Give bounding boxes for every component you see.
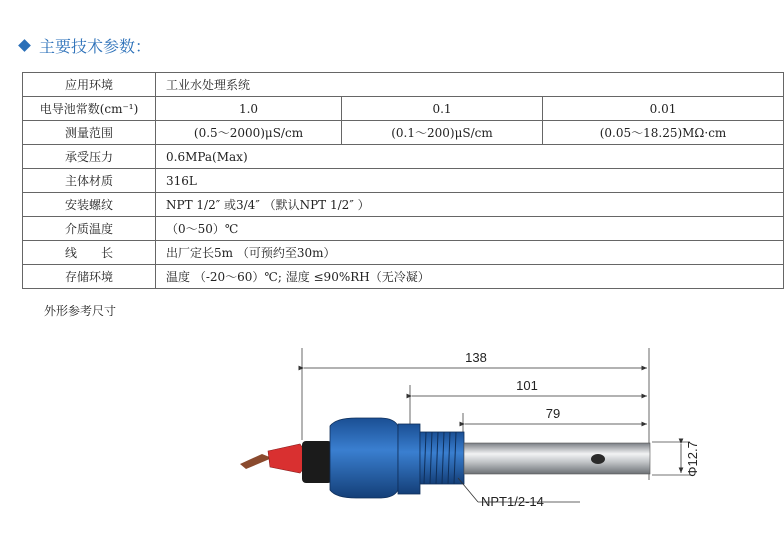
steel-probe: [464, 443, 650, 474]
row-value: 0.6MPa(Max): [156, 145, 784, 169]
cable-gland: [302, 441, 332, 483]
table-row: [23, 193, 784, 217]
cable: [240, 454, 272, 469]
spec-table: [22, 72, 784, 289]
dim-mid-label: 101: [516, 378, 538, 393]
table-row: [23, 265, 784, 289]
table-row: [23, 121, 784, 145]
dimension-caption: 外形参考尺寸: [44, 304, 117, 318]
table-row: [23, 73, 784, 97]
row-label: 介质温度: [23, 217, 156, 241]
thread-label: NPT1/2-14: [481, 494, 544, 509]
dim-overall-label: 138: [465, 350, 487, 365]
diamond-icon: [18, 39, 31, 52]
fitting-hex: [398, 424, 420, 494]
cell-value: (0.05～18.25)MΩ·cm: [543, 121, 784, 145]
table-row: [23, 217, 784, 241]
cell-value: 0.01: [543, 97, 784, 121]
row-label: 承受压力: [23, 145, 156, 169]
fitting-nut: [330, 418, 398, 498]
row-value: NPT 1/2″ 或3/4″ （默认NPT 1/2″ ）: [156, 193, 784, 217]
row-label: 安装螺纹: [23, 193, 156, 217]
dim-probe-label: 79: [545, 406, 561, 421]
row-value: 316L: [156, 169, 784, 193]
row-label: 电导池常数(cm⁻¹): [23, 97, 156, 121]
row-label: 存储环境: [23, 265, 156, 289]
row-value: 温度 （-20～60）℃; 湿度 ≤90%RH（无冷凝）: [156, 265, 784, 289]
table-row: [23, 145, 784, 169]
cell-value: (0.5～2000)μS/cm: [156, 121, 342, 145]
table-row: [23, 241, 784, 265]
cell-value: (0.1～200)μS/cm: [342, 121, 543, 145]
probe-hole: [591, 454, 605, 464]
cell-value: 1.0: [156, 97, 342, 121]
row-value: （0～50）℃: [156, 217, 784, 241]
row-label: 应用环境: [23, 73, 156, 97]
section-title-text: 主要技术参数：: [39, 37, 152, 56]
section-title: [18, 34, 151, 57]
row-label: 测量范围: [23, 121, 156, 145]
thread-leader: [458, 478, 478, 502]
row-value: 出厂定长5m （可预约至30m）: [156, 241, 784, 265]
sensor-dimension-drawing: [0, 330, 784, 530]
row-label: 线 长: [23, 241, 156, 265]
cell-value: 0.1: [342, 97, 543, 121]
row-label: 主体材质: [23, 169, 156, 193]
diameter-label: Φ12.7: [685, 441, 700, 477]
table-row: [23, 97, 784, 121]
cable-cap: [268, 444, 304, 473]
table-row: [23, 169, 784, 193]
row-value: 工业水处理系统: [156, 73, 784, 97]
